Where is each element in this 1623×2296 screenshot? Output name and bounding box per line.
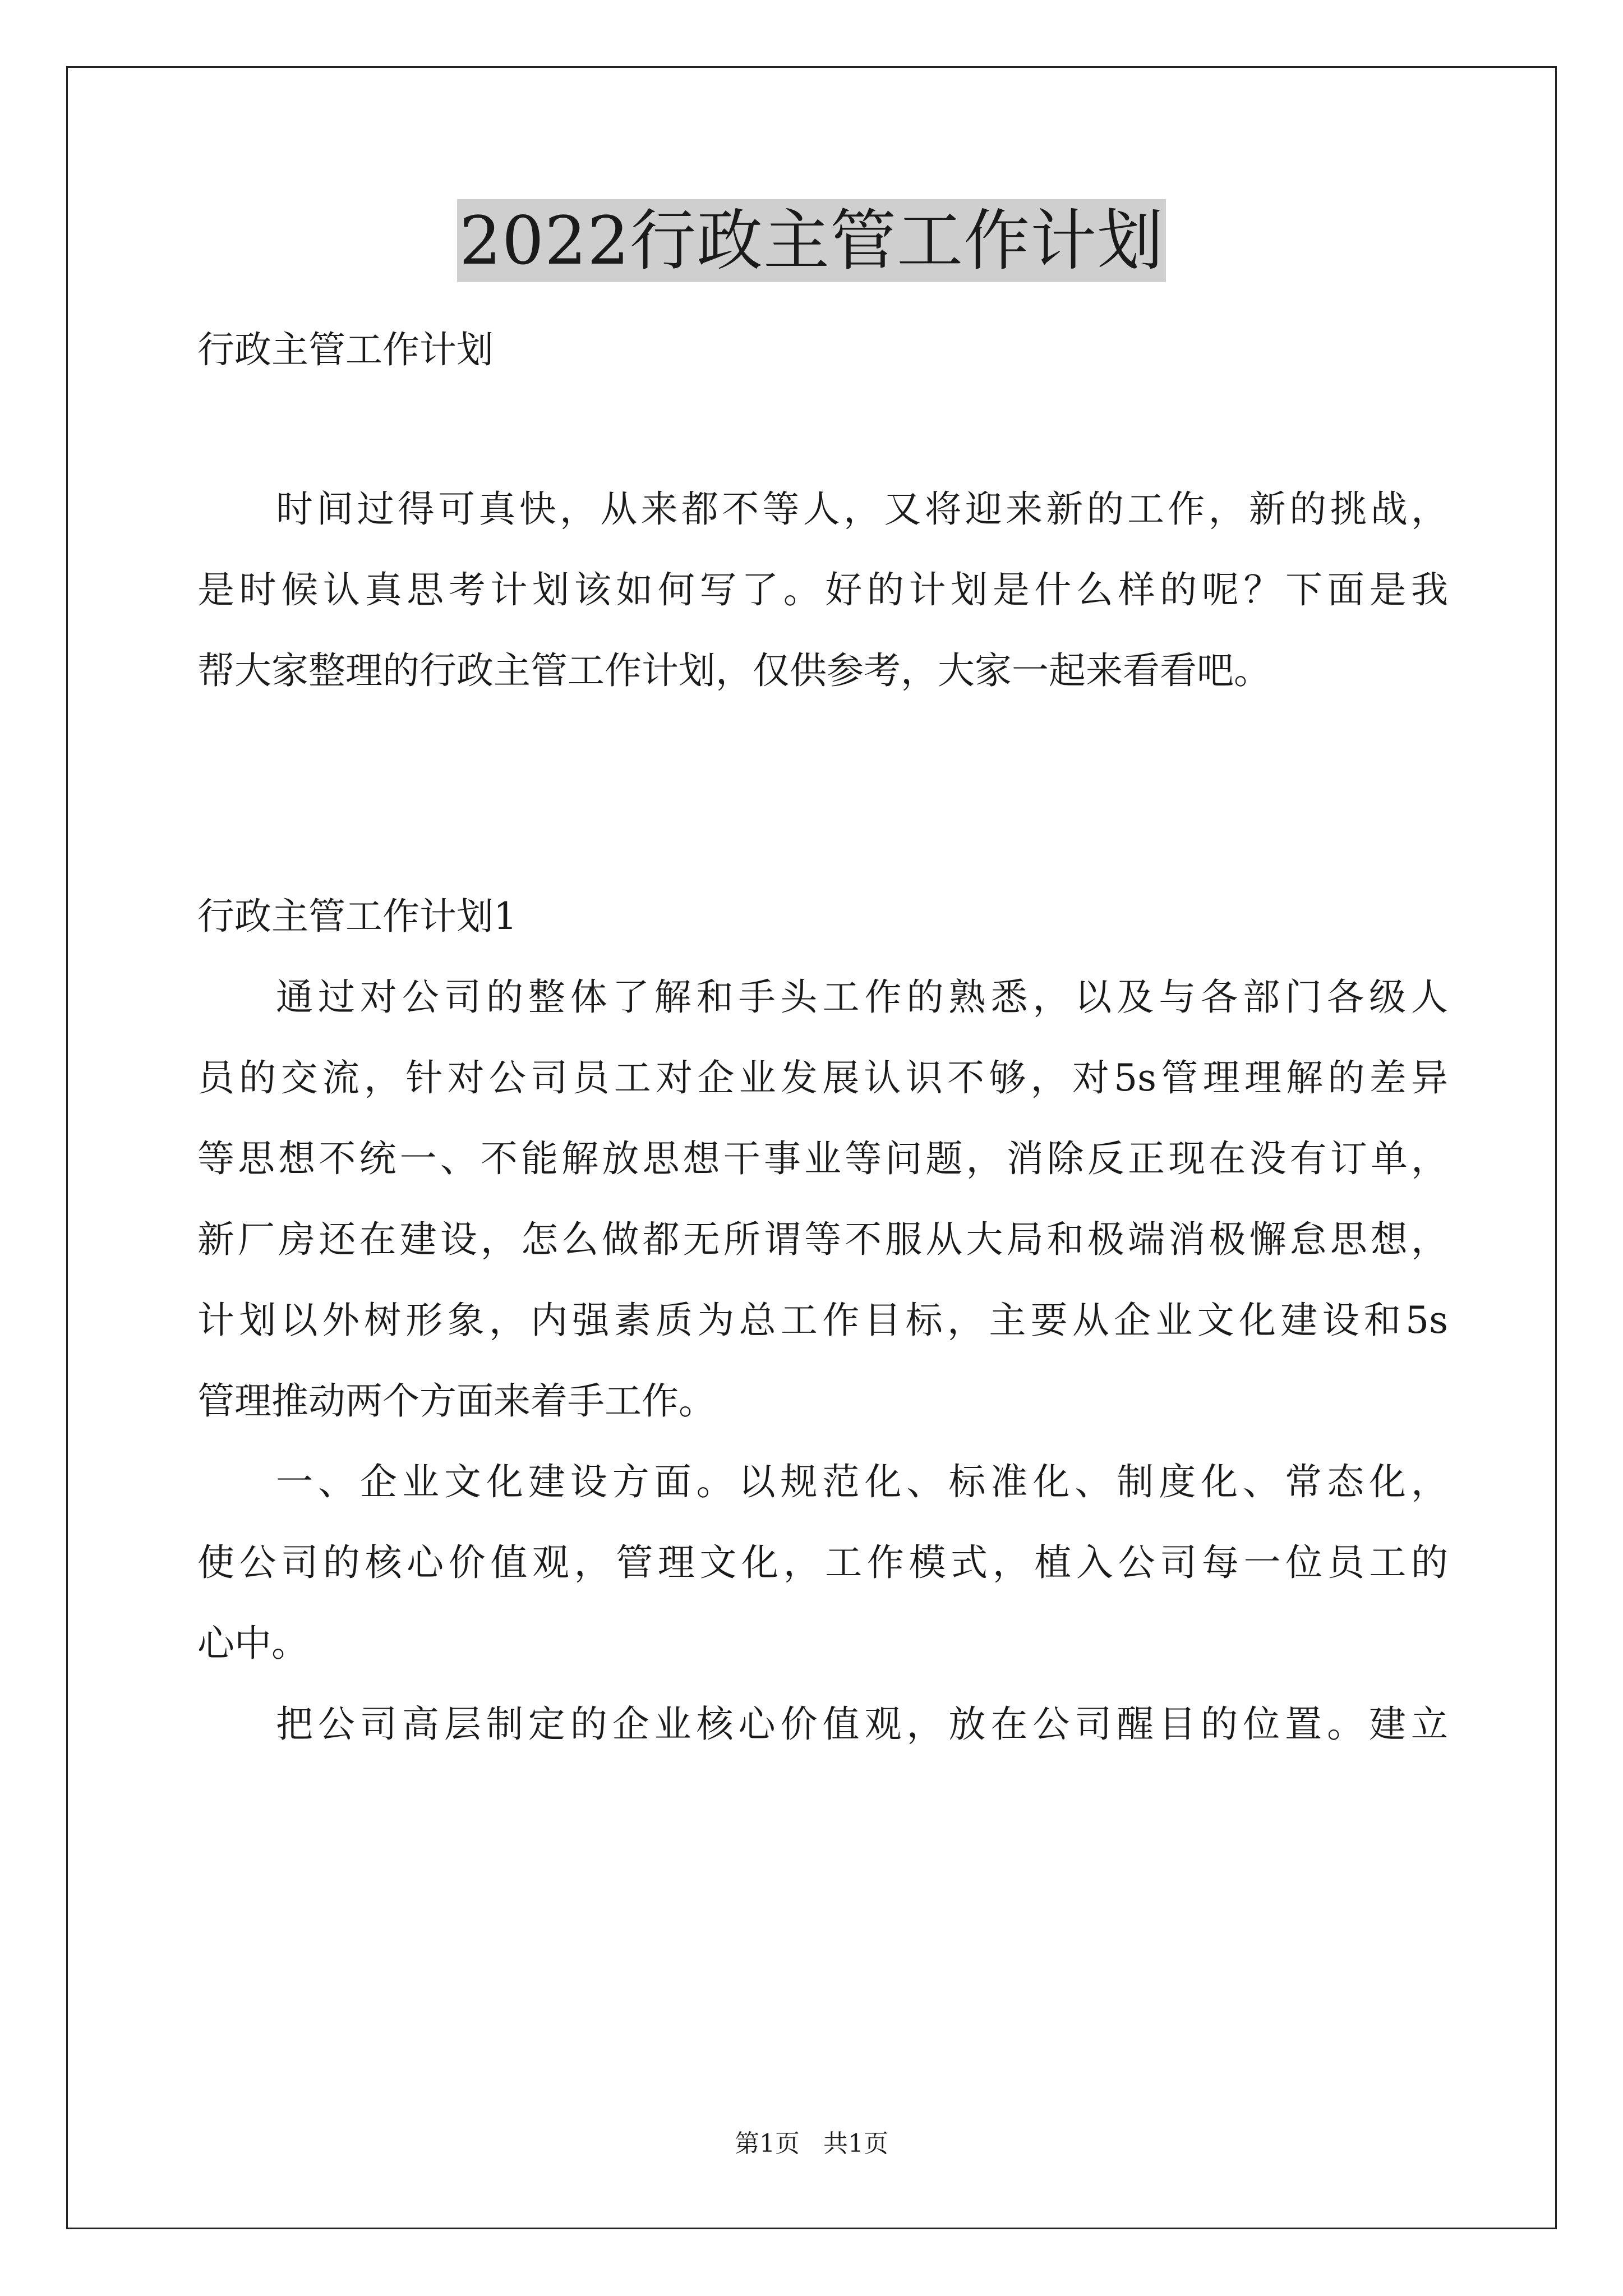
- paragraph-line: 计划以外树形象，内强素质为总工作目标，主要从企业文化建设和5s: [197, 1299, 1448, 1342]
- paragraph-line: 心中。: [197, 1622, 308, 1665]
- paragraph-line: 员的交流，针对公司员工对企业发展认识不够，对5s管理理解的差异: [197, 1056, 1448, 1099]
- page-footer: 第1页 共1页: [735, 2129, 888, 2158]
- paragraph-line: 把公司高层制定的企业核心价值观，放在公司醒目的位置。建立: [276, 1703, 1448, 1746]
- paragraph-line: 管理推动两个方面来着手工作。: [197, 1379, 716, 1423]
- paragraph-line: 通过对公司的整体了解和手头工作的熟悉，以及与各部门各级人: [276, 976, 1448, 1019]
- intro-line: 是时候认真思考计划该如何写了。好的计划是什么样的呢？下面是我: [197, 568, 1448, 611]
- paragraph-line: 使公司的核心价值观，管理文化，工作模式，植入公司每一位员工的: [197, 1541, 1448, 1584]
- document-title: 2022行政主管工作计划: [457, 199, 1166, 282]
- intro-line: 时间过得可真快，从来都不等人，又将迎来新的工作，新的挑战，: [276, 487, 1448, 531]
- section-heading: 行政主管工作计划1: [197, 895, 517, 938]
- subtitle: 行政主管工作计划: [197, 328, 494, 371]
- paragraph-line: 新厂房还在建设，怎么做都无所谓等不服从大局和极端消极懈怠思想，: [197, 1218, 1448, 1261]
- paragraph-line: 一、企业文化建设方面。以规范化、标准化、制度化、常态化，: [276, 1460, 1448, 1503]
- paragraph-line: 等思想不统一、不能解放思想干事业等问题，消除反正现在没有订单，: [197, 1137, 1448, 1180]
- title-container: [0, 199, 1623, 282]
- intro-line: 帮大家整理的行政主管工作计划，仅供参考，大家一起来看看吧。: [197, 649, 1271, 692]
